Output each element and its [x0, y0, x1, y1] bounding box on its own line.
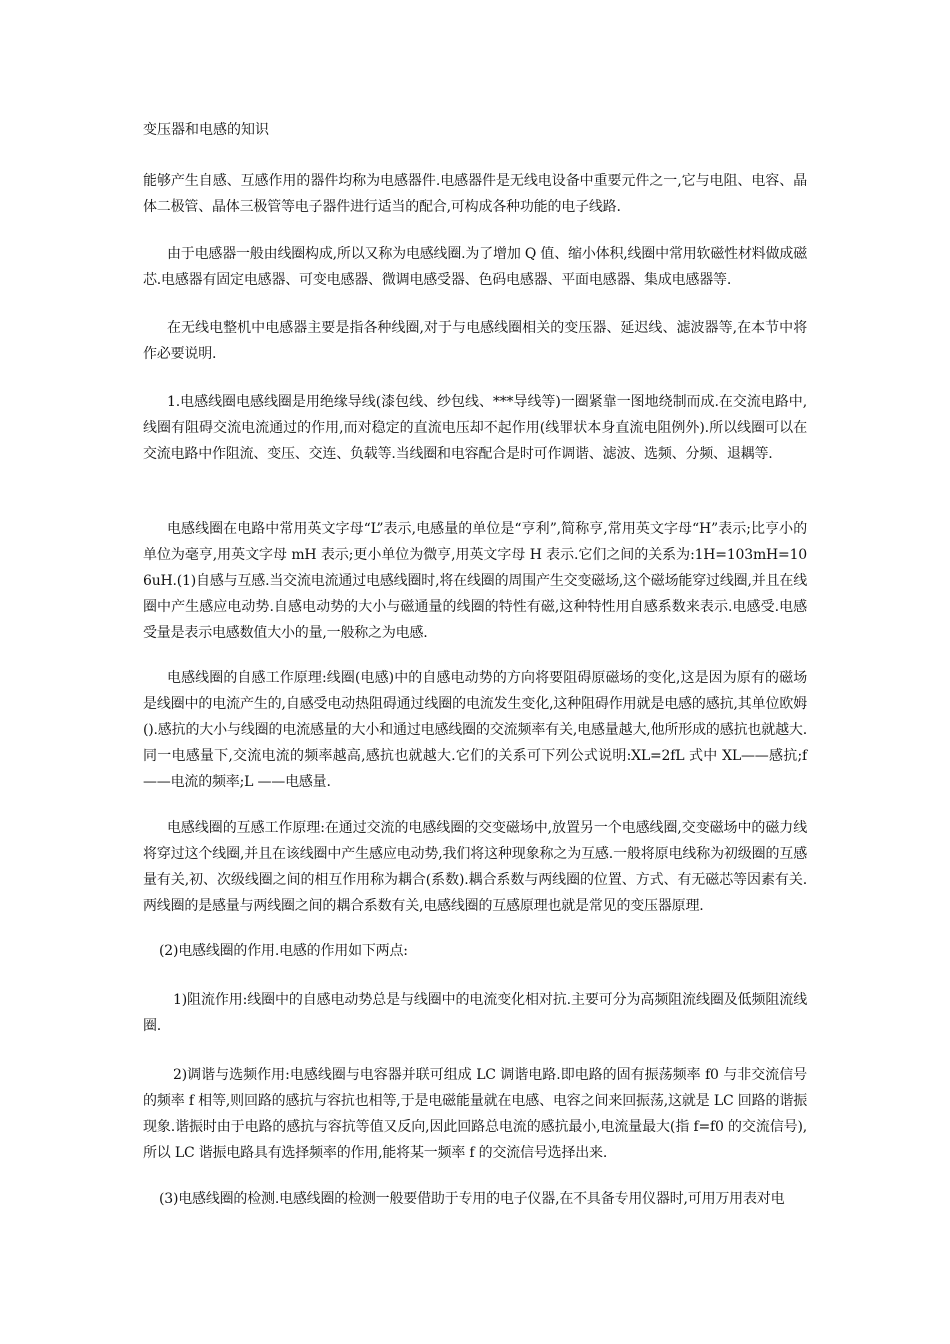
- paragraph-4: 1.电感线圈电感线圈是用绝缘导线(漆包线、纱包线、***导线等)一圈紧靠一图地绕制而成.在交流电路中,线圈有阻碍交流电流通过的作用,而对稳定的直流电压却不起作用(线罪状本身直流电阻例外).所以线圈可以在交流电路中作阻流、变压、交连、负载等.当线圈和电容配合是时可作调谐、滤波、选频、分频、退耦等.: [143, 394, 807, 462]
- paragraph-9: 1)阻流作用:线圈中的自感电动势总是与线圈中的电流变化相对抗.主要可分为高频阻流线圈及低频阻流线圈.: [143, 992, 807, 1034]
- paragraph-6: 电感线圈的自感工作原理:线圈(电感)中的自感电动势的方向将要阻碍原磁场的变化,这是因为原有的磁场是线圈中的电流产生的,自感受电动热阻碍通过线圈的电流发生变化,这种阻碍作用就是电感的感抗,其单位欧姆().感抗的大小与线圈的电流感量的大小和通过电感线圈的交流频率有关,电感量越大,他所形成的感抗也就越大.同一电感量下,交流电流的频率越高,感抗也就越大.它们的关系可下列公式说明:XL=2fL 式中 XL——感抗;f——电流的频率;L ——电感量.: [143, 670, 807, 790]
- paragraph-10: 2)调谐与选频作用:电感线圈与电容器并联可组成 LC 调谐电路.即电路的固有振荡频率 f0 与非交流信号的频率 f 相等,则回路的感抗与容抗也相等,于是电磁能量就在电感、电容之间来回振荡,这就是 LC 回路的谐振现象.谐振时由于电路的感抗与容抗等值又反向,因此回路总电流的感抗最小,电流量最大(指 f=f0 的交流信号),所以 LC 谐振电路具有选择频率的作用,能将某一频率 f 的交流信号选择出来.: [143, 1067, 807, 1161]
- paragraph-5: 电感线圈在电路中常用英文字母“L”表示,电感量的单位是“亨利”,简称亨,常用英文字母“H”表示;比亨小的单位为毫亨,用英文字母 mH 表示;更小单位为微亨,用英文字母 H 表示.它们之间的关系为:1H=103mH=106uH.(1)自感与互感.当交流电流通过电感线圈时,将在线圈的周围产生交变磁场,这个磁场能穿过线圈,并且在线圈中产生感应电动势.自感电动势的大小与磁通量的线圈的特性有磁,这种特性用自感系数来表示.电感受.电感受量是表示电感数值大小的量,一般称之为电感.: [143, 521, 807, 641]
- paragraph-3: 在无线电整机中电感器主要是指各种线圈,对于与电感线圈相关的变压器、延迟线、滤波器等,在本节中将作必要说明.: [143, 320, 807, 362]
- paragraph-8: (2)电感线圈的作用.电感的作用如下两点:: [159, 943, 408, 959]
- paragraph-7: 电感线圈的互感工作原理:在通过交流的电感线圈的交变磁场中,放置另一个电感线圈,交变磁场中的磁力线将穿过这个线圈,并且在该线圈中产生感应电动势,我们将这种现象称之为互感.一般将原电线称为初级圈的互感量有关,初、次级线圈之间的相互作用称为耦合(系数).耦合系数与两线圈的位置、方式、有无磁芯等因素有关.两线圈的是感量与两线圈之间的耦合系数有关,电感线圈的互感原理也就是常见的变压器原理.: [143, 820, 807, 914]
- document-title: 变压器和电感的知识: [143, 122, 269, 138]
- paragraph-2: 由于电感器一般由线圈构成,所以又称为电感线圈.为了增加 Q 值、缩小体积,线圈中常用软磁性材料做成磁芯.电感器有固定电感器、可变电感器、微调电感受器、色码电感器、平面电感器、集成电感器等.: [143, 246, 807, 288]
- paragraph-1: 能够产生自感、互感作用的器件均称为电感器件.电感器件是无线电设备中重要元件之一,它与电阻、电容、晶体二极管、晶体三极管等电子器件进行适当的配合,可构成各种功能的电子线路.: [143, 173, 807, 215]
- paragraph-11: (3)电感线圈的检测.电感线圈的检测一般要借助于专用的电子仪器,在不具备专用仪器时,可用万用表对电: [159, 1191, 785, 1207]
